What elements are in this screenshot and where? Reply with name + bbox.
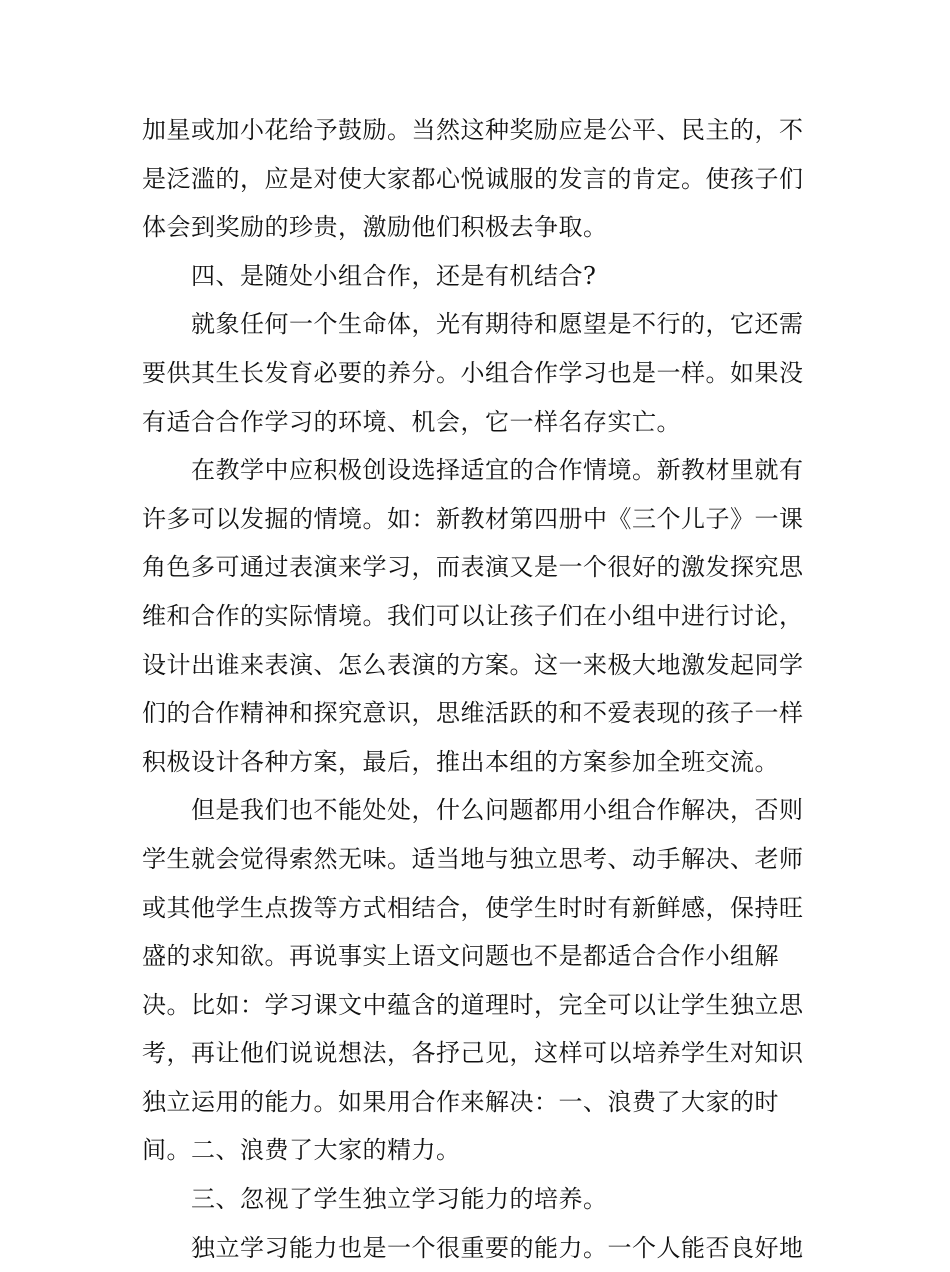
text-line: 维和合作的实际情境。我们可以让孩子们在小组中进行讨论，	[142, 601, 804, 630]
text-line: 许多可以发掘的情境。如：新教材第四册中《三个儿子》一课	[142, 504, 804, 533]
text-line: 积极设计各种方案，最后，推出本组的方案参加全班交流。	[142, 747, 779, 776]
text-line: 有适合合作学习的环境、机会，它一样名存实亡。	[142, 407, 681, 436]
text-line: 角色多可通过表演来学习，而表演又是一个很好的激发探究思	[142, 553, 804, 582]
text-line: 考，再让他们说说想法，各抒己见，这样可以培养学生对知识	[142, 1039, 804, 1068]
text-line: 学生就会觉得索然无味。适当地与独立思考、动手解决、老师	[142, 844, 804, 873]
text-line: 盛的求知欲。再说事实上语文问题也不是都适合合作小组解	[142, 942, 779, 971]
text-line: 们的合作精神和探究意识，思维活跃的和不爱表现的孩子一样	[142, 699, 804, 728]
text-line: 或其他学生点拨等方式相结合，使学生时时有新鲜感，保持旺	[142, 893, 804, 922]
text-line: 独立学习能力也是一个很重要的能力。一个人能否良好地	[191, 1233, 804, 1262]
text-line: 要供其生长发育必要的养分。小组合作学习也是一样。如果没	[142, 358, 804, 387]
text-line: 独立运用的能力。如果用合作来解决：一、浪费了大家的时	[142, 1087, 779, 1116]
text-line: 在教学中应积极创设选择适宜的合作情境。新教材里就有	[191, 456, 804, 485]
text-line: 设计出谁来表演、怎么表演的方案。这一来极大地激发起同学	[142, 650, 804, 679]
text-line: 就象任何一个生命体，光有期待和愿望是不行的，它还需	[191, 310, 804, 339]
text-line: 加星或加小花给予鼓励。当然这种奖励应是公平、民主的，不	[142, 116, 804, 144]
text-line: 间。二、浪费了大家的精力。	[142, 1136, 461, 1165]
text-line: 体会到奖励的珍贵，激励他们积极去争取。	[142, 213, 608, 242]
text-line: 是泛滥的，应是对使大家都心悦诚服的发言的肯定。使孩子们	[142, 164, 804, 193]
text-line: 决。比如：学习课文中蕴含的道理时，完全可以让学生独立思	[142, 990, 804, 1019]
text-line: 三、忽视了学生独立学习能力的培养。	[191, 1185, 608, 1214]
document-body	[142, 106, 822, 1272]
text-line: 四、是随处小组合作，还是有机结合?	[191, 261, 597, 290]
text-line: 但是我们也不能处处，什么问题都用小组合作解决，否则	[191, 796, 804, 825]
